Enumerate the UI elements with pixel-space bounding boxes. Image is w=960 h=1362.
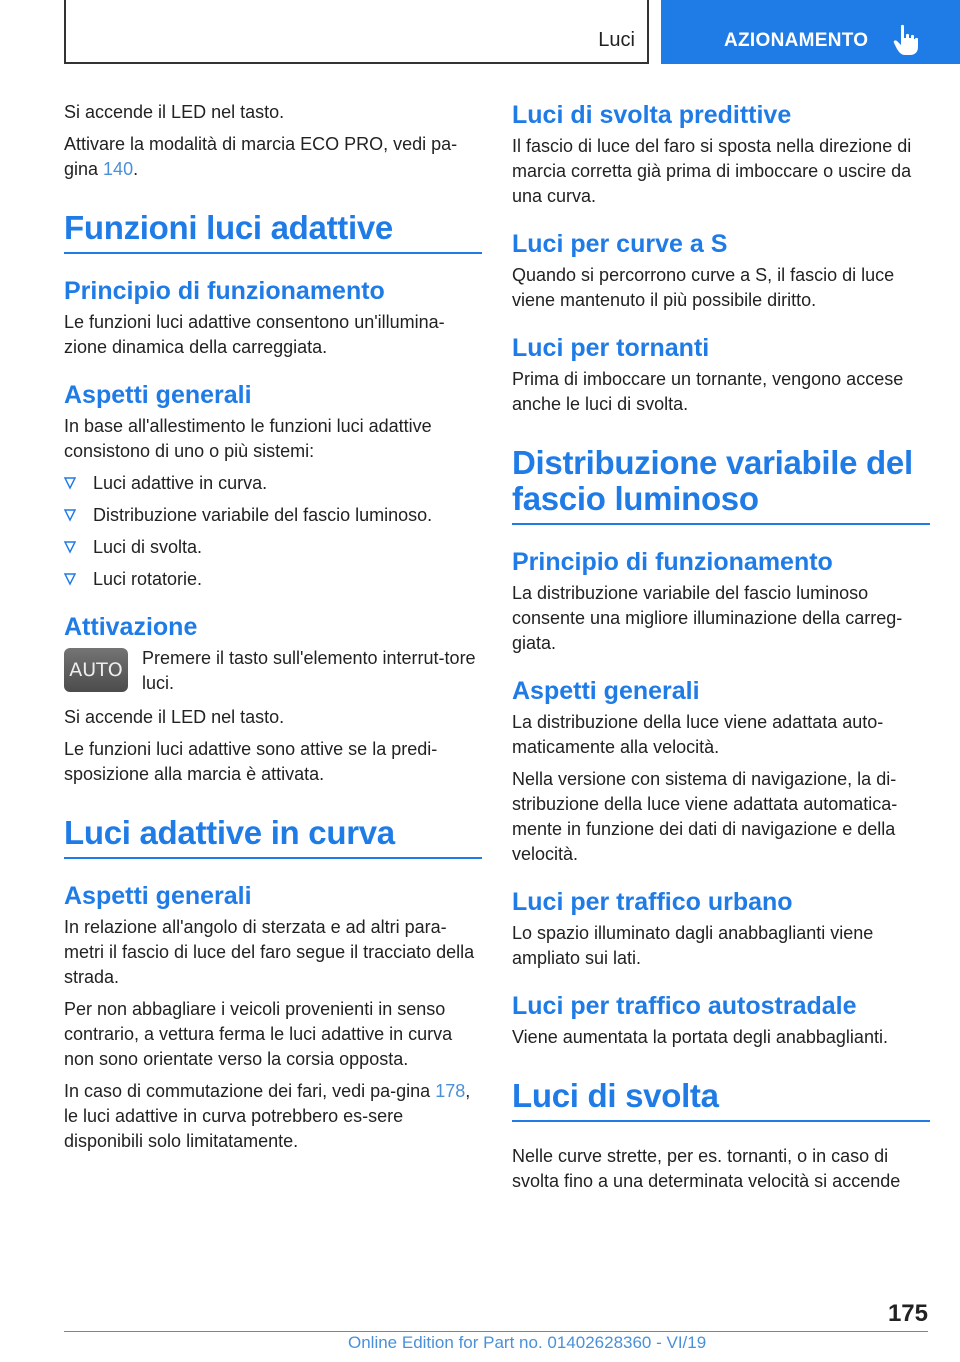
paragraph: Attivare la modalità di marcia ECO PRO, vedi pa‐gina 140. — [64, 134, 458, 179]
subsection-heading: Aspetti generali — [512, 677, 700, 705]
paragraph: In caso di commutazione dei fari, vedi pa‐gina 178, le luci adattive in curva potrebbero es‐sere disponibili solo limitatamente. — [64, 1081, 471, 1151]
triangle-bullet-icon — [64, 508, 76, 522]
list-item: Luci di svolta. — [64, 535, 482, 560]
section-heading: Funzioni luci adattive — [64, 210, 482, 254]
paragraph: Premere il tasto sull'elemento interrut‐tore luci. — [142, 648, 476, 693]
pointing-hand-icon — [893, 24, 919, 56]
triangle-bullet-icon — [64, 476, 76, 490]
right-column — [512, 100, 930, 1201]
header-section-title: Luci — [598, 29, 635, 51]
paragraph: Prima di imboccare un tornante, vengono accese anche le luci di svolta. — [512, 369, 904, 414]
triangle-bullet-icon — [64, 540, 76, 554]
header-chapter-label: AZIONAMENTO — [724, 30, 869, 51]
subsection-heading: Attivazione — [64, 613, 198, 641]
subsection-heading: Luci per tornanti — [512, 334, 710, 362]
list-item: Luci rotatorie. — [64, 567, 482, 592]
paragraph: Si accende il LED nel tasto. — [64, 707, 285, 727]
footer-edition: Online Edition for Part no. 01402628360 - VI/19 — [348, 1333, 707, 1352]
header-chapter-tab[interactable] — [661, 0, 960, 64]
paragraph: Si accende il LED nel tasto. — [64, 102, 285, 122]
paragraph: Le funzioni luci adattive sono attive se la predi‐sposizione alla marcia è attivata. — [64, 739, 438, 784]
subsection-heading: Luci di svolta predittive — [512, 101, 792, 129]
subsection-heading: Principio di funzionamento — [512, 548, 833, 576]
feature-list — [64, 471, 482, 592]
paragraph: Per non abbagliare i veicoli provenienti in senso contrario, a vettura ferma le luci adattive in curva non sono orientate verso la corsia opposta. — [64, 999, 453, 1069]
auto-button-icon: AUTO — [64, 648, 128, 692]
subsection-heading: Aspetti generali — [64, 381, 252, 409]
activation-row — [64, 646, 482, 696]
section-heading: Distribuzione variabile del fascio luminoso — [512, 445, 930, 525]
left-column — [64, 100, 482, 1161]
paragraph: La distribuzione variabile del fascio luminoso consente una migliore illuminazione della carreg‐giata. — [512, 583, 903, 653]
page-number: 175 — [887, 1300, 928, 1327]
paragraph: Quando si percorrono curve a S, il fascio di luce viene mantenuto il più possibile diritto. — [512, 265, 895, 310]
subsection-heading: Aspetti generali — [64, 882, 252, 910]
paragraph: Nelle curve strette, per es. tornanti, o in caso di svolta fino a una determinata velocità si accende — [512, 1146, 901, 1191]
paragraph: Nella versione con sistema di navigazione, la di‐stribuzione della luce viene adattata automatica‐mente in funzione dei dati di navigazione e della velocità. — [512, 769, 898, 864]
section-heading: Luci adattive in curva — [64, 815, 482, 859]
paragraph: Viene aumentata la portata degli anabbaglianti. — [512, 1027, 888, 1047]
page-link[interactable]: 140 — [103, 159, 134, 179]
paragraph: In relazione all'angolo di sterzata e ad altri para‐metri il fascio di luce del faro segue il tracciato della strada. — [64, 917, 475, 987]
subsection-heading: Principio di funzionamento — [64, 277, 385, 305]
subsection-heading: Luci per traffico autostradale — [512, 992, 857, 1020]
triangle-bullet-icon — [64, 572, 76, 586]
section-heading: Luci di svolta — [512, 1078, 930, 1122]
paragraph: La distribuzione della luce viene adattata auto‐maticamente alla velocità. — [512, 712, 884, 757]
paragraph: Lo spazio illuminato dagli anabbaglianti viene ampliato sui lati. — [512, 923, 874, 968]
paragraph: Il fascio di luce del faro si sposta nella direzione di marcia corretta già prima di imboccare o uscire da una curva. — [512, 136, 912, 206]
subsection-heading: Luci per traffico urbano — [512, 888, 793, 916]
subsection-heading: Luci per curve a S — [512, 230, 728, 258]
header-section-box — [64, 0, 649, 64]
list-item: Luci adattive in curva. — [64, 471, 482, 496]
page-link[interactable]: 178 — [435, 1081, 466, 1101]
paragraph: Le funzioni luci adattive consentono un'illumina‐zione dinamica della carreggiata. — [64, 312, 445, 357]
paragraph: In base all'allestimento le funzioni luci adattive consistono di uno o più sistemi: — [64, 416, 432, 461]
footer-divider — [64, 1331, 928, 1332]
list-item: Distribuzione variabile del fascio luminoso. — [64, 503, 482, 528]
